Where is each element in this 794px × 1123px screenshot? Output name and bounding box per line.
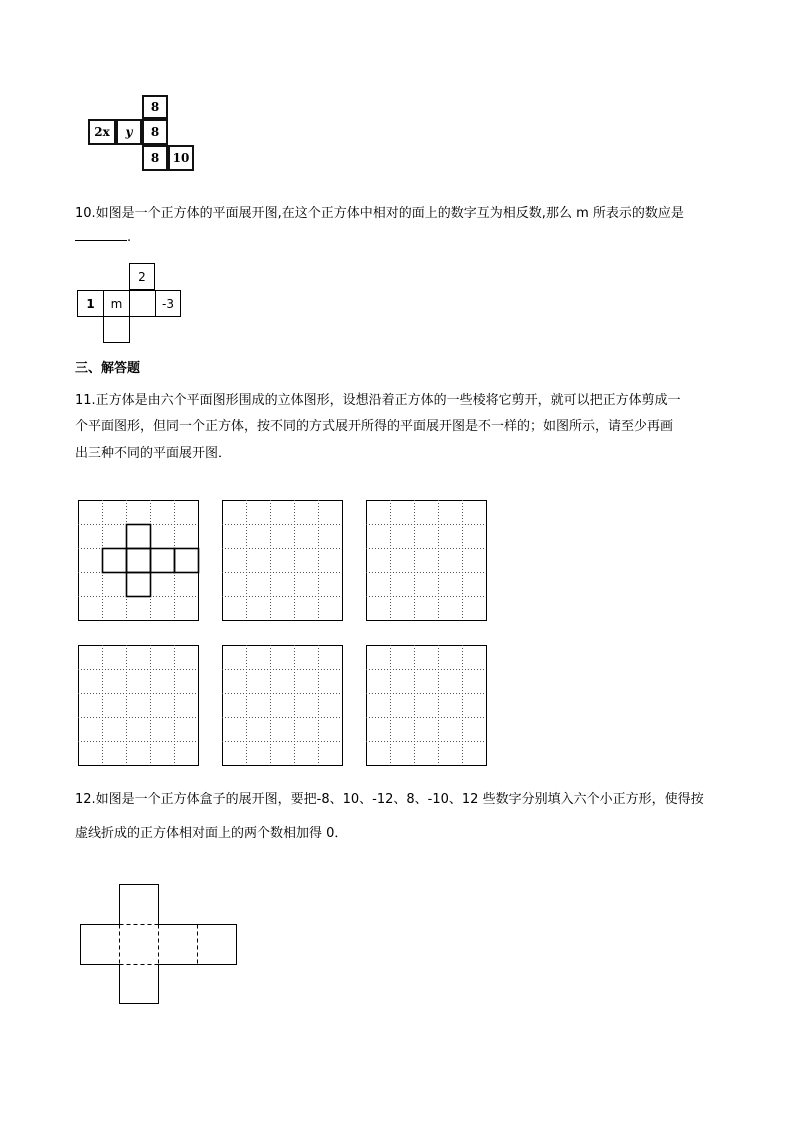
net-cell-label: 8 — [150, 151, 160, 165]
q10-text: 10.如图是一个正方体的平面展开图,在这个正方体中相对的面上的数字互为相反数,那么 m 所表示的数应是 — [75, 206, 684, 221]
net-cell-label: 8 — [150, 100, 160, 114]
net-cell-label: 1 — [86, 296, 95, 311]
q12-fold-lines — [120, 925, 198, 965]
net-cell-label: 2x — [94, 125, 110, 139]
net-cell-label: 2 — [138, 269, 146, 284]
net-cell-label: y — [125, 125, 133, 139]
q12-line-2: 虚线折成的正方体相对面上的两个数相加得 0． — [75, 826, 348, 841]
q11-line-2: 个平面图形，但同一个正方体，按不同的方式展开所得的平面展开图是不一样的；如图所示，请至少再画 — [75, 419, 674, 434]
net-cell-label: 8 — [150, 125, 160, 139]
section-heading: 三、解答题 — [75, 361, 141, 376]
q10-period: . — [127, 230, 132, 245]
net-cell-label: m — [110, 296, 123, 311]
net-cell-label: -3 — [162, 296, 174, 311]
net-cell-label: 10 — [172, 151, 190, 165]
q12-line-1: 12.如图是一个正方体盒子的展开图，要把-8、10、-12、8、-10、12 些数字分别填入六个小正方形，使得按 — [75, 792, 704, 807]
q11-line-3: 出三种不同的平面展开图． — [75, 446, 232, 461]
q11-line-1: 11.正方体是由六个平面图形围成的立体图形，设想沿着正方体的一些棱将它剪开，就可以把正方体剪成一 — [75, 393, 681, 408]
q12-net-outline — [81, 885, 237, 1004]
